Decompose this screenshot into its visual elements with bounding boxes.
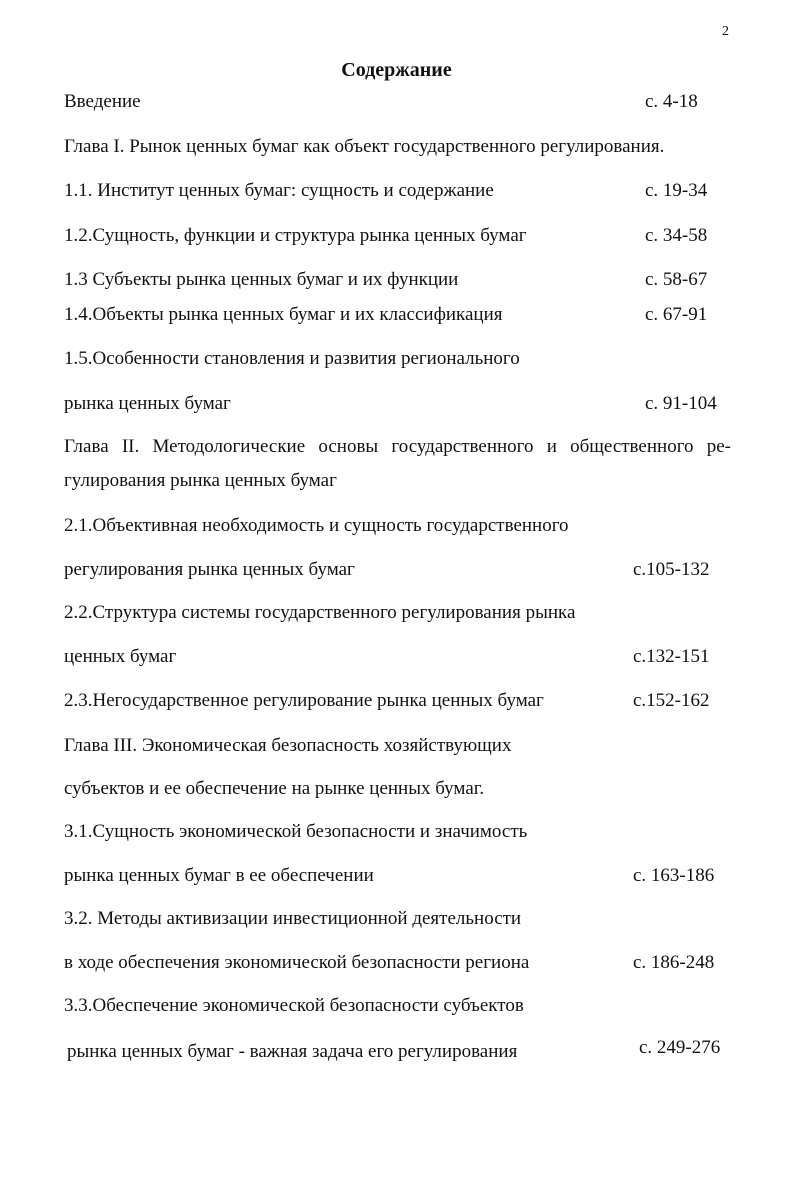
toc-entry-3-1-line1: 3.1.Сущность экономической безопасности и значимость	[64, 821, 528, 842]
toc-entry-2-3: 2.3.Негосударственное регулирование рынка ценных бумаг	[64, 690, 544, 711]
toc-pages-3-2: с. 186-248	[633, 952, 715, 973]
toc-entry-2-1-line1: 2.1.Объективная необходимость и сущность государственного	[64, 515, 569, 536]
toc-chapter-2-line2: гулирования рынка ценных бумаг	[64, 470, 337, 491]
toc-entry-1-2: 1.2.Сущность, функции и структура рынка ценных бумаг	[64, 225, 527, 246]
toc-pages-3-3: с. 249-276	[639, 1037, 721, 1058]
toc-entry-intro: Введение	[64, 91, 141, 112]
toc-pages-1-2: с. 34-58	[645, 225, 708, 246]
toc-entry-3-2-line1: 3.2. Методы активизации инвестиционной деятельности	[64, 908, 522, 929]
toc-chapter-3-line1: Глава III. Экономическая безопасность хозяйствующих	[64, 735, 512, 756]
toc-entry-1-5-line1: 1.5.Особенности становления и развития регионального	[64, 348, 520, 369]
toc-title: Содержание	[341, 59, 452, 81]
toc-pages-1-3: с. 58-67	[645, 269, 708, 290]
toc-entry-1-3: 1.3 Субъекты рынка ценных бумаг и их функции	[64, 269, 459, 290]
toc-entry-2-2-line2: ценных бумаг	[64, 646, 177, 667]
toc-entry-3-1-line2: рынка ценных бумаг в ее обеспечении	[64, 865, 374, 886]
toc-pages-2-2: с.132-151	[633, 646, 710, 667]
toc-pages-2-1: с.105-132	[633, 559, 710, 580]
toc-pages-1-4: с. 67-91	[645, 304, 708, 325]
toc-entry-1-1: 1.1. Институт ценных бумаг: сущность и содержание	[64, 180, 494, 201]
toc-chapter-2-line1: Глава II. Методологические основы государственного и общественного ре-	[64, 436, 731, 457]
toc-pages-3-1: с. 163-186	[633, 865, 715, 886]
page-number: 2	[722, 24, 729, 39]
toc-entry-3-3-line1: 3.3.Обеспечение экономической безопасности субъектов	[64, 995, 524, 1016]
toc-chapter-3-line2: субъектов и ее обеспечение на рынке ценных бумаг.	[64, 778, 485, 799]
toc-entry-1-4: 1.4.Объекты рынка ценных бумаг и их классификация	[64, 304, 503, 325]
toc-chapter-1: Глава I. Рынок ценных бумаг как объект государственного регулирования.	[64, 136, 665, 157]
toc-pages-2-3: с.152-162	[633, 690, 710, 711]
toc-entry-2-1-line2: регулирования рынка ценных бумаг	[64, 559, 355, 580]
toc-pages-intro: с. 4-18	[645, 91, 698, 112]
toc-entry-3-2-line2: в ходе обеспечения экономической безопасности региона	[64, 952, 530, 973]
toc-entry-2-2-line1: 2.2.Структура системы государственного регулирования рынка	[64, 602, 576, 623]
toc-entry-1-5-line2: рынка ценных бумаг	[64, 393, 231, 414]
toc-pages-1-5: с. 91-104	[645, 393, 717, 414]
toc-entry-3-3-line2: рынка ценных бумаг - важная задача его регулирования	[67, 1041, 518, 1062]
toc-pages-1-1: с. 19-34	[645, 180, 708, 201]
